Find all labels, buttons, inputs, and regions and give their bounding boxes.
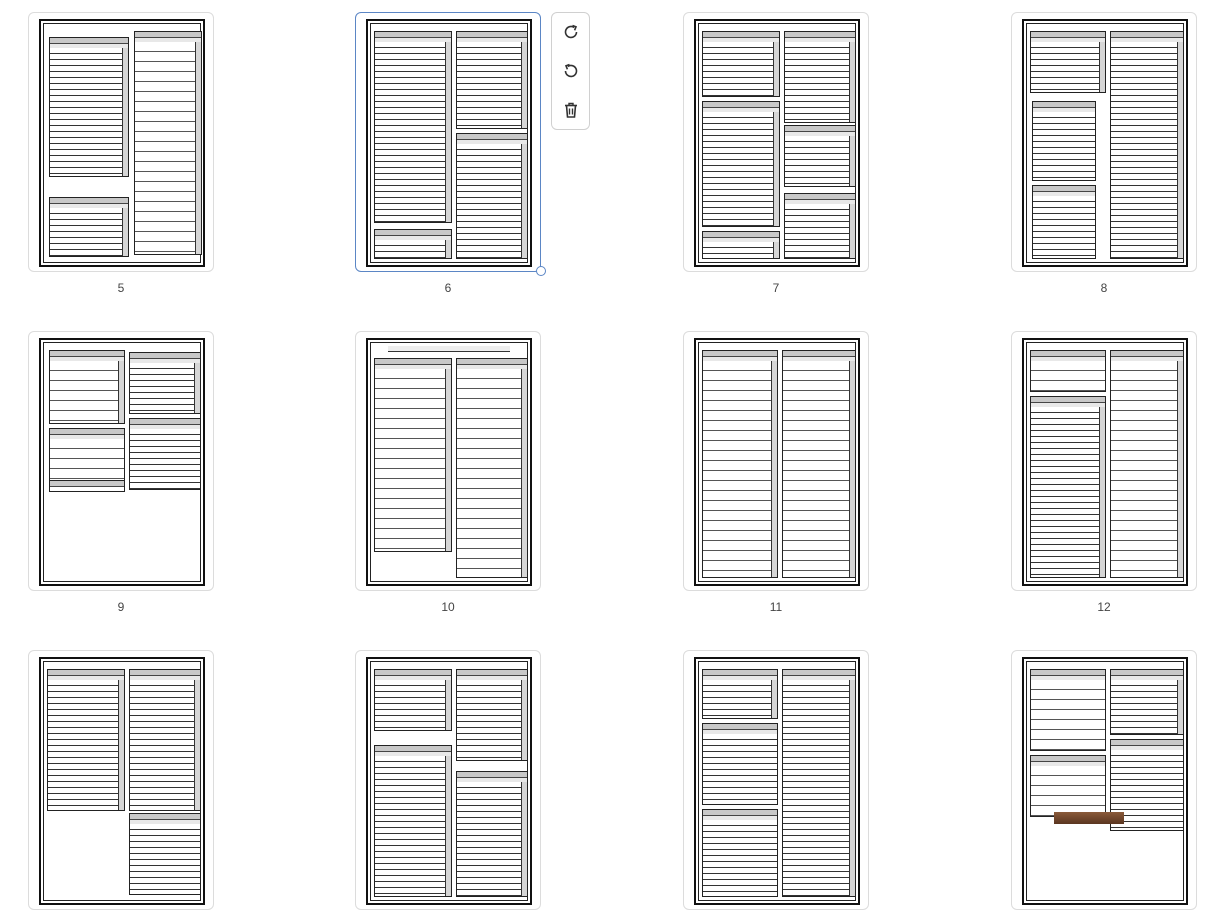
page-thumbnail-8[interactable] xyxy=(1011,12,1197,272)
page-number-label: 9 xyxy=(117,600,125,614)
resize-handle[interactable] xyxy=(536,266,546,276)
page-preview xyxy=(694,657,860,905)
page-thumbnail-11[interactable] xyxy=(683,331,869,591)
page-number-label: 6 xyxy=(444,281,452,295)
page-preview xyxy=(39,338,205,586)
rotate-counterclockwise-icon xyxy=(561,61,581,81)
page-number-label: 8 xyxy=(1100,281,1108,295)
page-thumbnail-6[interactable] xyxy=(355,12,541,272)
page-thumbnail-12[interactable] xyxy=(1011,331,1197,591)
page-thumbnail-10[interactable] xyxy=(355,331,541,591)
delete-page-button[interactable] xyxy=(556,95,586,125)
page-number-label: 12 xyxy=(1097,600,1111,614)
page-number-label: 10 xyxy=(441,600,455,614)
page-preview xyxy=(1022,338,1188,586)
page-thumbnail-15[interactable] xyxy=(683,650,869,910)
page-thumbnail-5[interactable] xyxy=(28,12,214,272)
rotate-counterclockwise-button[interactable] xyxy=(556,56,586,86)
page-thumbnail-13[interactable] xyxy=(28,650,214,910)
page-number-label: 7 xyxy=(772,281,780,295)
trash-icon xyxy=(561,100,581,120)
page-preview xyxy=(366,657,532,905)
page-preview xyxy=(39,19,205,267)
bookshelf-image xyxy=(1054,812,1124,824)
page-preview xyxy=(366,19,532,267)
page-preview xyxy=(1022,657,1188,905)
page-preview xyxy=(694,338,860,586)
page-actions-toolbar xyxy=(551,12,590,130)
rotate-clockwise-button[interactable] xyxy=(556,17,586,47)
page-preview xyxy=(366,338,532,586)
page-thumbnail-16[interactable] xyxy=(1011,650,1197,910)
page-number-label: 5 xyxy=(117,281,125,295)
rotate-clockwise-icon xyxy=(561,22,581,42)
page-preview xyxy=(1022,19,1188,267)
page-preview xyxy=(39,657,205,905)
page-preview xyxy=(694,19,860,267)
page-thumbnail-7[interactable] xyxy=(683,12,869,272)
page-number-label: 11 xyxy=(769,600,783,614)
page-thumbnail-9[interactable] xyxy=(28,331,214,591)
page-thumbnail-14[interactable] xyxy=(355,650,541,910)
